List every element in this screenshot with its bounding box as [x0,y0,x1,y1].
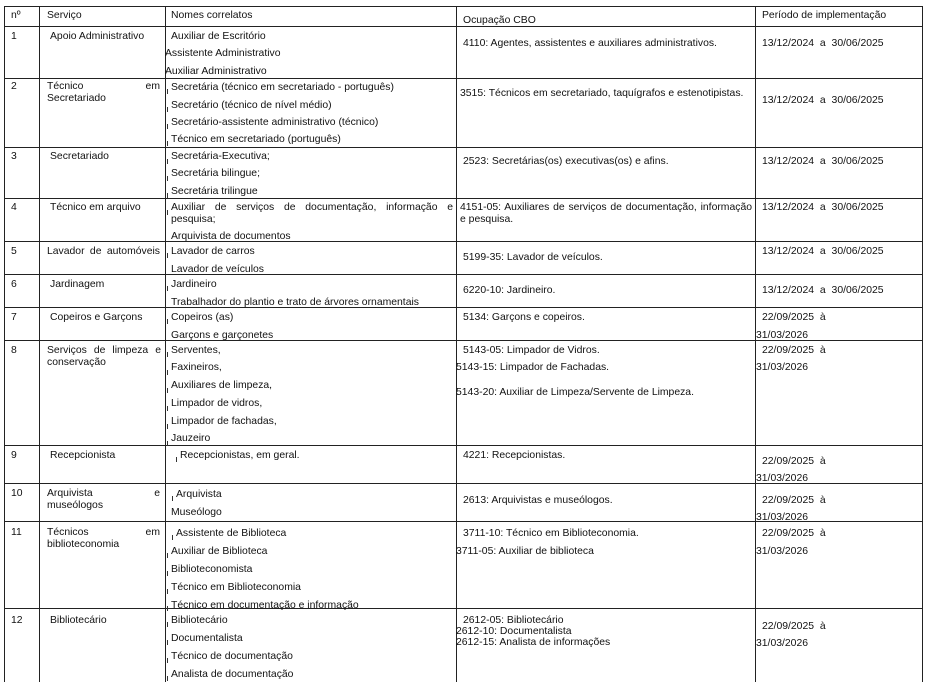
row-divider [4,274,923,275]
cbo-occupation: 6220-10: Jardineiro. [463,285,556,296]
implementation-period-start: 22/09/2025 à [762,621,826,632]
implementation-period-end: 31/03/2026 [756,638,809,649]
related-name: Assistente Administrativo [165,48,281,59]
list-marker [167,210,168,215]
row-service: Secretariado [50,151,109,162]
list-marker [167,124,168,129]
related-name: Auxiliar de Biblioteca [171,546,268,557]
related-name: Recepcionistas, em geral. [180,450,300,461]
cbo-occupation: 4221: Recepcionistas. [463,450,566,461]
column-divider [755,6,756,682]
implementation-period-end: 31/03/2026 [756,330,809,341]
related-name: Museólogo [171,507,222,518]
list-marker [167,107,168,112]
cbo-occupation: 2612-10: Documentalista [456,626,572,637]
row-number: 6 [11,279,17,290]
list-marker [167,352,168,357]
related-name: Secretária bilingue; [171,168,260,179]
implementation-period: 13/12/2024 a 30/06/2025 [762,95,884,106]
list-marker [167,658,168,663]
list-marker [167,640,168,645]
row-divider [4,445,923,446]
row-number: 5 [11,246,17,257]
row-number: 2 [11,81,17,92]
related-name: Auxiliares de limpeza, [171,380,273,391]
list-marker [172,535,173,540]
column-divider [456,6,457,682]
related-name: Arquivista [176,489,222,500]
cbo-occupation: 2523: Secretárias(os) executivas(os) e afins. [463,156,669,167]
header-service: Serviço [47,10,82,21]
row-divider [4,147,923,148]
related-name: Secretário-assistente administrativo (técnico) [171,117,379,128]
cbo-occupation: 4110: Agentes, assistentes e auxiliares administrativos. [463,38,717,49]
implementation-period-end: 31/03/2026 [756,473,809,484]
list-marker [172,496,173,501]
row-service: Recepcionista [50,450,116,461]
related-name: Auxiliar de serviços de documentação, informação e pesquisa; [171,202,453,225]
row-number: 8 [11,345,17,356]
row-number: 11 [11,527,22,538]
row-service: Técnicos em biblioteconomia [47,527,160,550]
implementation-period-end: 31/03/2026 [756,546,809,557]
column-divider [39,6,40,682]
implementation-period-start: 22/09/2025 à [762,456,826,467]
implementation-period: 13/12/2024 a 30/06/2025 [762,246,884,257]
cbo-occupation: 3711-05: Auxiliar de biblioteca [456,546,594,557]
cbo-occupation: 5143-20: Auxiliar de Limpeza/Servente de Limpeza. [456,387,694,398]
related-name: Técnico em Biblioteconomia [171,582,301,593]
implementation-period: 13/12/2024 a 30/06/2025 [762,202,884,213]
implementation-period: 13/12/2024 a 30/06/2025 [762,285,884,296]
row-service: Arquivista e museólogos [47,488,160,511]
related-name: Secretária trilingue [171,186,258,197]
related-name: Auxiliar Administrativo [165,66,267,77]
implementation-period-start: 22/09/2025 à [762,528,826,539]
related-name: Jardineiro [171,279,217,290]
implementation-period: 13/12/2024 a 30/06/2025 [762,156,884,167]
related-name: Biblioteconomista [171,564,253,575]
row-divider [4,307,923,308]
header-period: Período de implementação [762,10,887,21]
list-marker [167,589,168,594]
list-marker [167,424,168,429]
header-number: nº [11,10,21,21]
related-name: Técnico de documentação [171,651,293,662]
row-divider [4,241,923,242]
list-marker [167,159,168,164]
related-name: Garçons e garçonetes [171,330,274,341]
list-marker [167,676,168,681]
cbo-occupation: 5134: Garçons e copeiros. [463,312,585,323]
list-marker [167,441,168,446]
cbo-occupation: 3711-10: Técnico em Biblioteconomia. [463,528,639,539]
related-name: Assistente de Biblioteca [176,528,287,539]
related-name: Técnico em secretariado (português) [171,134,341,145]
row-number: 1 [11,31,17,42]
row-divider [4,78,923,79]
list-marker [167,571,168,576]
cbo-occupation: 5143-15: Limpador de Fachadas. [456,362,610,373]
related-name: Secretário (técnico de nível médio) [171,100,332,111]
cbo-occupation: 5199-35: Lavador de veículos. [463,252,603,263]
list-marker [167,176,168,181]
cbo-occupation: 5143-05: Limpador de Vidros. [463,345,600,356]
related-name: Secretária-Executiva; [171,151,270,162]
row-service: Técnico em arquivo [50,202,141,213]
list-marker [176,457,177,462]
implementation-period-start: 22/09/2025 à [762,345,826,356]
row-divider [4,198,923,199]
related-name: Técnico em documentação e informação [171,600,359,611]
implementation-period-start: 22/09/2025 à [762,312,826,323]
row-number: 9 [11,450,17,461]
row-number: 3 [11,151,17,162]
cbo-occupation: 2613: Arquivistas e museólogos. [463,495,613,506]
related-name: Auxiliar de Escritório [171,31,266,42]
row-number: 7 [11,312,17,323]
list-marker [167,141,168,146]
related-name: Analista de documentação [171,669,294,680]
header-related-names: Nomes correlatos [171,10,253,21]
list-marker [167,89,168,94]
related-name: Copeiros (as) [171,312,234,323]
list-marker [167,319,168,324]
row-service: Serviços de limpeza e conservação [47,345,161,368]
list-marker [167,253,168,258]
related-name: Lavador de veículos [171,264,264,275]
implementation-period-end: 31/03/2026 [756,512,809,523]
list-marker [167,406,168,411]
related-name: Arquivista de documentos [171,231,291,242]
table-border-top [4,6,923,7]
implementation-period-end: 31/03/2026 [756,362,809,373]
cbo-occupation: 3515: Técnicos em secretariado, taquígrafos e estenotipistas. [460,88,744,99]
cbo-occupation: 2612-05: Bibliotecário [463,615,564,626]
row-divider [4,608,923,609]
cbo-occupation: 4151-05: Auxiliares de serviços de documentação, informação e pesquisa. [460,202,752,225]
row-service: Copeiros e Garçons [50,312,143,323]
related-name: Limpador de vidros, [171,398,263,409]
related-name: Limpador de fachadas, [171,416,277,427]
related-name: Lavador de carros [171,246,255,257]
list-marker [167,193,168,198]
list-marker [167,606,168,611]
row-number: 12 [11,615,23,626]
row-service: Bibliotecário [50,615,107,626]
implementation-period-start: 22/09/2025 à [762,495,826,506]
list-marker [167,622,168,627]
column-divider [165,6,166,682]
related-name: Trabalhador do plantio e trato de árvores ornamentais [171,297,419,308]
related-name: Secretária (técnico em secretariado - português) [171,82,394,93]
row-service: Apoio Administrativo [50,31,145,42]
list-marker [167,286,168,291]
row-service: Técnico em Secretariado [47,81,160,104]
related-name: Jauzeiro [171,433,211,444]
header-cbo: Ocupação CBO [463,15,536,26]
column-divider [4,6,5,682]
column-divider [922,6,923,682]
list-marker [167,388,168,393]
related-name: Serventes, [171,345,221,356]
related-name: Faxineiros, [171,362,222,373]
related-name: Documentalista [171,633,243,644]
list-marker [167,370,168,375]
related-name: Bibliotecário [171,615,228,626]
row-number: 4 [11,202,17,213]
implementation-period: 13/12/2024 a 30/06/2025 [762,38,884,49]
cbo-occupation: 2612-15: Analista de informações [456,637,611,648]
row-service: Jardinagem [50,279,105,290]
list-marker [167,553,168,558]
row-number: 10 [11,488,23,499]
row-service: Lavador de automóveis [47,246,160,257]
